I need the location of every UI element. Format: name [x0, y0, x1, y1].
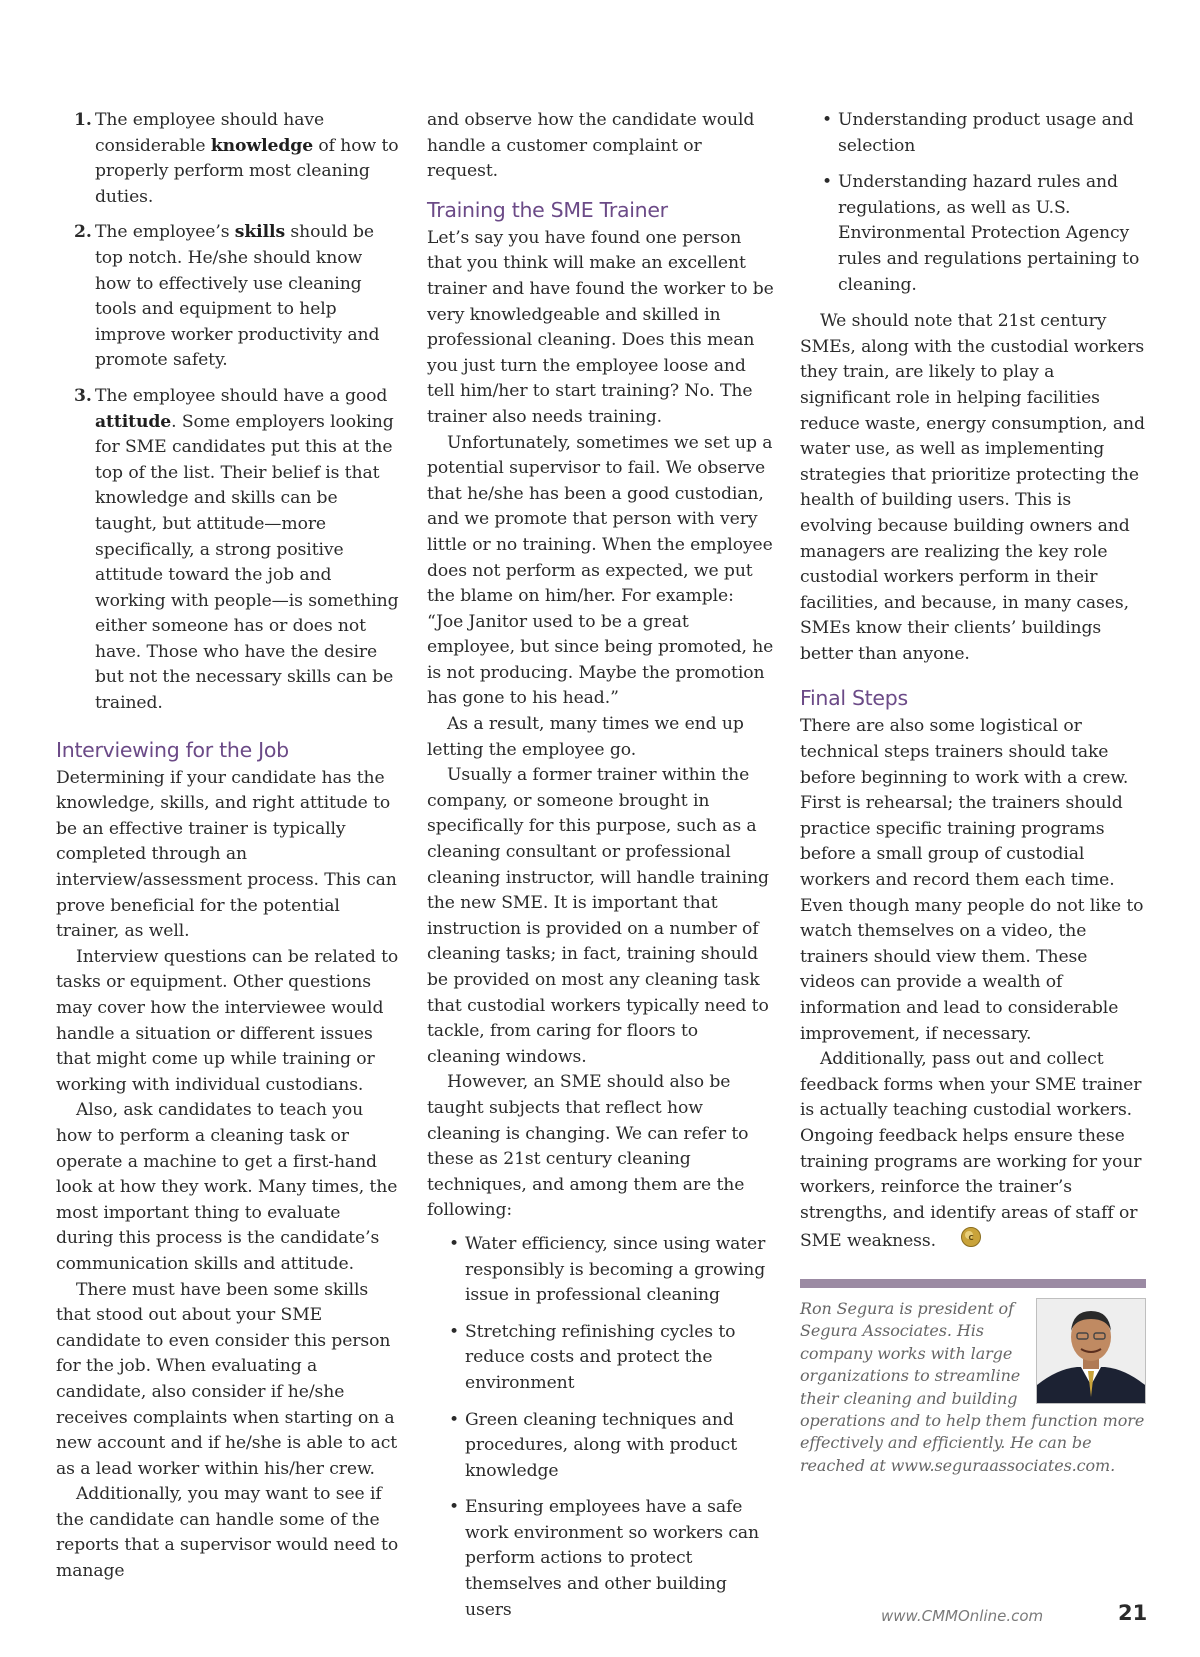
list-item: • Understanding product usage and selection [822, 110, 1134, 156]
numbered-list [56, 108, 400, 717]
paragraph: There are also some logistical or technical steps trainers should take before beginning to work with a crew. First is rehearsal; the trainers should practice specific training programs before a small group of custodial workers and record them each time. Even though many people do not like to watch themselves on a video, the trainers should view them. These videos can provide a wealth of information and lead to considerable improvement, if necessary. [800, 716, 1144, 1044]
paragraph: Additionally, pass out and collect feedback forms when your SME trainer is actually teaching custodial workers. Ongoing feedback helps ensure these training programs are working for your workers, reinforce the trainer’s strengths, and identify areas of staff or SME weakness. C [800, 1047, 1146, 1257]
list-item: • Stretching refinishing cycles to reduce costs and protect the environment [449, 1321, 736, 1393]
paragraph: Unfortunately, sometimes we set up a potential supervisor to fail. We observe that he/she has been a good custodian, and we promote that person with very little or no training. When the employee does not perform as expected, we put the blame on him/her. For example: “Joe Janitor used to be a great employee, but since being promoted, he is not producing. Maybe the promotion has gone to his head.” [427, 432, 774, 709]
bullet-list [800, 108, 1146, 298]
bullet-icon: • [449, 1409, 460, 1430]
bullet-icon: • [449, 1497, 460, 1518]
column-2 [427, 108, 775, 1634]
paragraph: Interview questions can be related to tasks or equipment. Other questions may cover how the interviewee would handle a situation or different issues that might come up while training or working with individual custodians. [56, 946, 399, 1095]
paragraph: There must have been some skills that stood out about your SME candidate to even consider this person for the job. When evaluating a candidate, also consider if he/she receives complaints when starting on a new account and if he/she is able to act as a lead worker within his/her crew. [56, 1279, 398, 1479]
section-heading: Final Steps [800, 686, 908, 711]
divider-rule [800, 1279, 1146, 1288]
svg-text:C: C [968, 1234, 974, 1243]
paragraph: and observe how the candidate would handle a customer complaint or request. [427, 110, 755, 182]
bold-term: knowledge [210, 135, 314, 156]
end-mark-icon [940, 1226, 982, 1257]
bold-term: skills [234, 222, 286, 243]
paragraph: Usually a former trainer within the company, or someone brought in specifically for this purpose, such as a cleaning consultant or professional cleaning instructor, will handle training the new SME. It is important that instruction is provided on a number of cleaning tasks; in fact, training should be provided on most any cleaning task that custodial workers typically need to tackle, from caring for floors to cleaning windows. [427, 765, 769, 1067]
bullet-icon: • [822, 110, 833, 130]
paragraph: Determining if your candidate has the knowledge, skills, and right attitude to be an effective trainer is typically completed through an interview/assessment process. This can prove beneficial for the potential trainer, as well. [56, 767, 397, 942]
list-item: 3. The employee should have a good attitude. Some employers looking for SME candidates put this at the top of the list. Their belief is that knowledge and skills can be taught, but attitude—more specifically, a strong positive attitude toward the job and working with people—is something either someone has or does not have. Those who have the desire but not the necessary skills can be trained. [74, 385, 399, 714]
paragraph: Also, ask candidates to teach you how to perform a cleaning task or operate a machine to get a first-hand look at how they work. Many times, the most important thing to evaluate during this process is the candidate’s communication skills and attitude. [56, 1100, 398, 1274]
bullet-icon: • [822, 172, 833, 193]
column-3 [800, 108, 1146, 1477]
paragraph: However, an SME should also be taught subjects that reflect how cleaning is changing. We can refer to these as 21st century cleaning techniques, and among them are the following: [427, 1072, 749, 1221]
list-item: • Green cleaning techniques and procedures, along with product knowledge [449, 1409, 738, 1481]
author-photo [1036, 1298, 1146, 1404]
paragraph: We should note that 21st century SMEs, along with the custodial workers they train, are likely to play a significant role in helping facilities reduce waste, energy consumption, and water use, as well as implementing strategies that prioritize protecting the health of building users. This is evolving because building owners and managers are realizing the key role custodial workers perform in their facilities, and because, in many cases, SMEs know their clients’ buildings better than anyone. [800, 311, 1145, 664]
paragraph: Let’s say you have found one person that you think will make an excellent trainer and have found the worker to be very knowledgeable and skilled in professional cleaning. Does this mean you just turn the employee loose and tell him/her to start training? No. The trainer also needs training. [427, 227, 774, 427]
section-heading: Training the SME Trainer [427, 197, 668, 222]
page-number: 21 [1118, 1601, 1148, 1625]
list-item: • Water efficiency, since using water responsibly is becoming a growing issue in professional cleaning [449, 1233, 766, 1306]
section-heading: Interviewing for the Job [56, 737, 289, 762]
bullet-icon: • [449, 1233, 460, 1254]
list-item: • Ensuring employees have a safe work environment so workers can perform actions to protect themselves and other building users [449, 1497, 759, 1620]
paragraph: As a result, many times we end up letting the employee go. [427, 714, 744, 760]
bullet-icon: • [449, 1321, 460, 1342]
footer-url[interactable]: www.CMMOnline.com [881, 1607, 1044, 1625]
paragraph: Additionally, you may want to see if the candidate can handle some of the reports that a supervisor would need to manage [56, 1484, 399, 1582]
list-item: 2. The employee’s skills should be top notch. He/she should know how to effectively use cleaning tools and equipment to help improve worker productivity and promote safety. [74, 222, 380, 371]
column-1 [56, 108, 400, 1585]
list-item: • Understanding hazard rules and regulations, as well as U.S. Environmental Protection Agency rules and regulations pertaining to cleaning. [822, 172, 1140, 295]
bullet-list [427, 1232, 775, 1623]
bold-term: attitude [95, 411, 172, 432]
list-item: 1. The employee should have considerable knowledge of how to properly perform most cleaning duties. [74, 110, 399, 207]
author-bio: Ron Segura is president of Segura Associates. His company works with large organizations to streamline their cleaning and building operations and to help them function more effectively and efficiently. He can be reached at www.seguraassociates.com. [800, 1298, 1145, 1475]
